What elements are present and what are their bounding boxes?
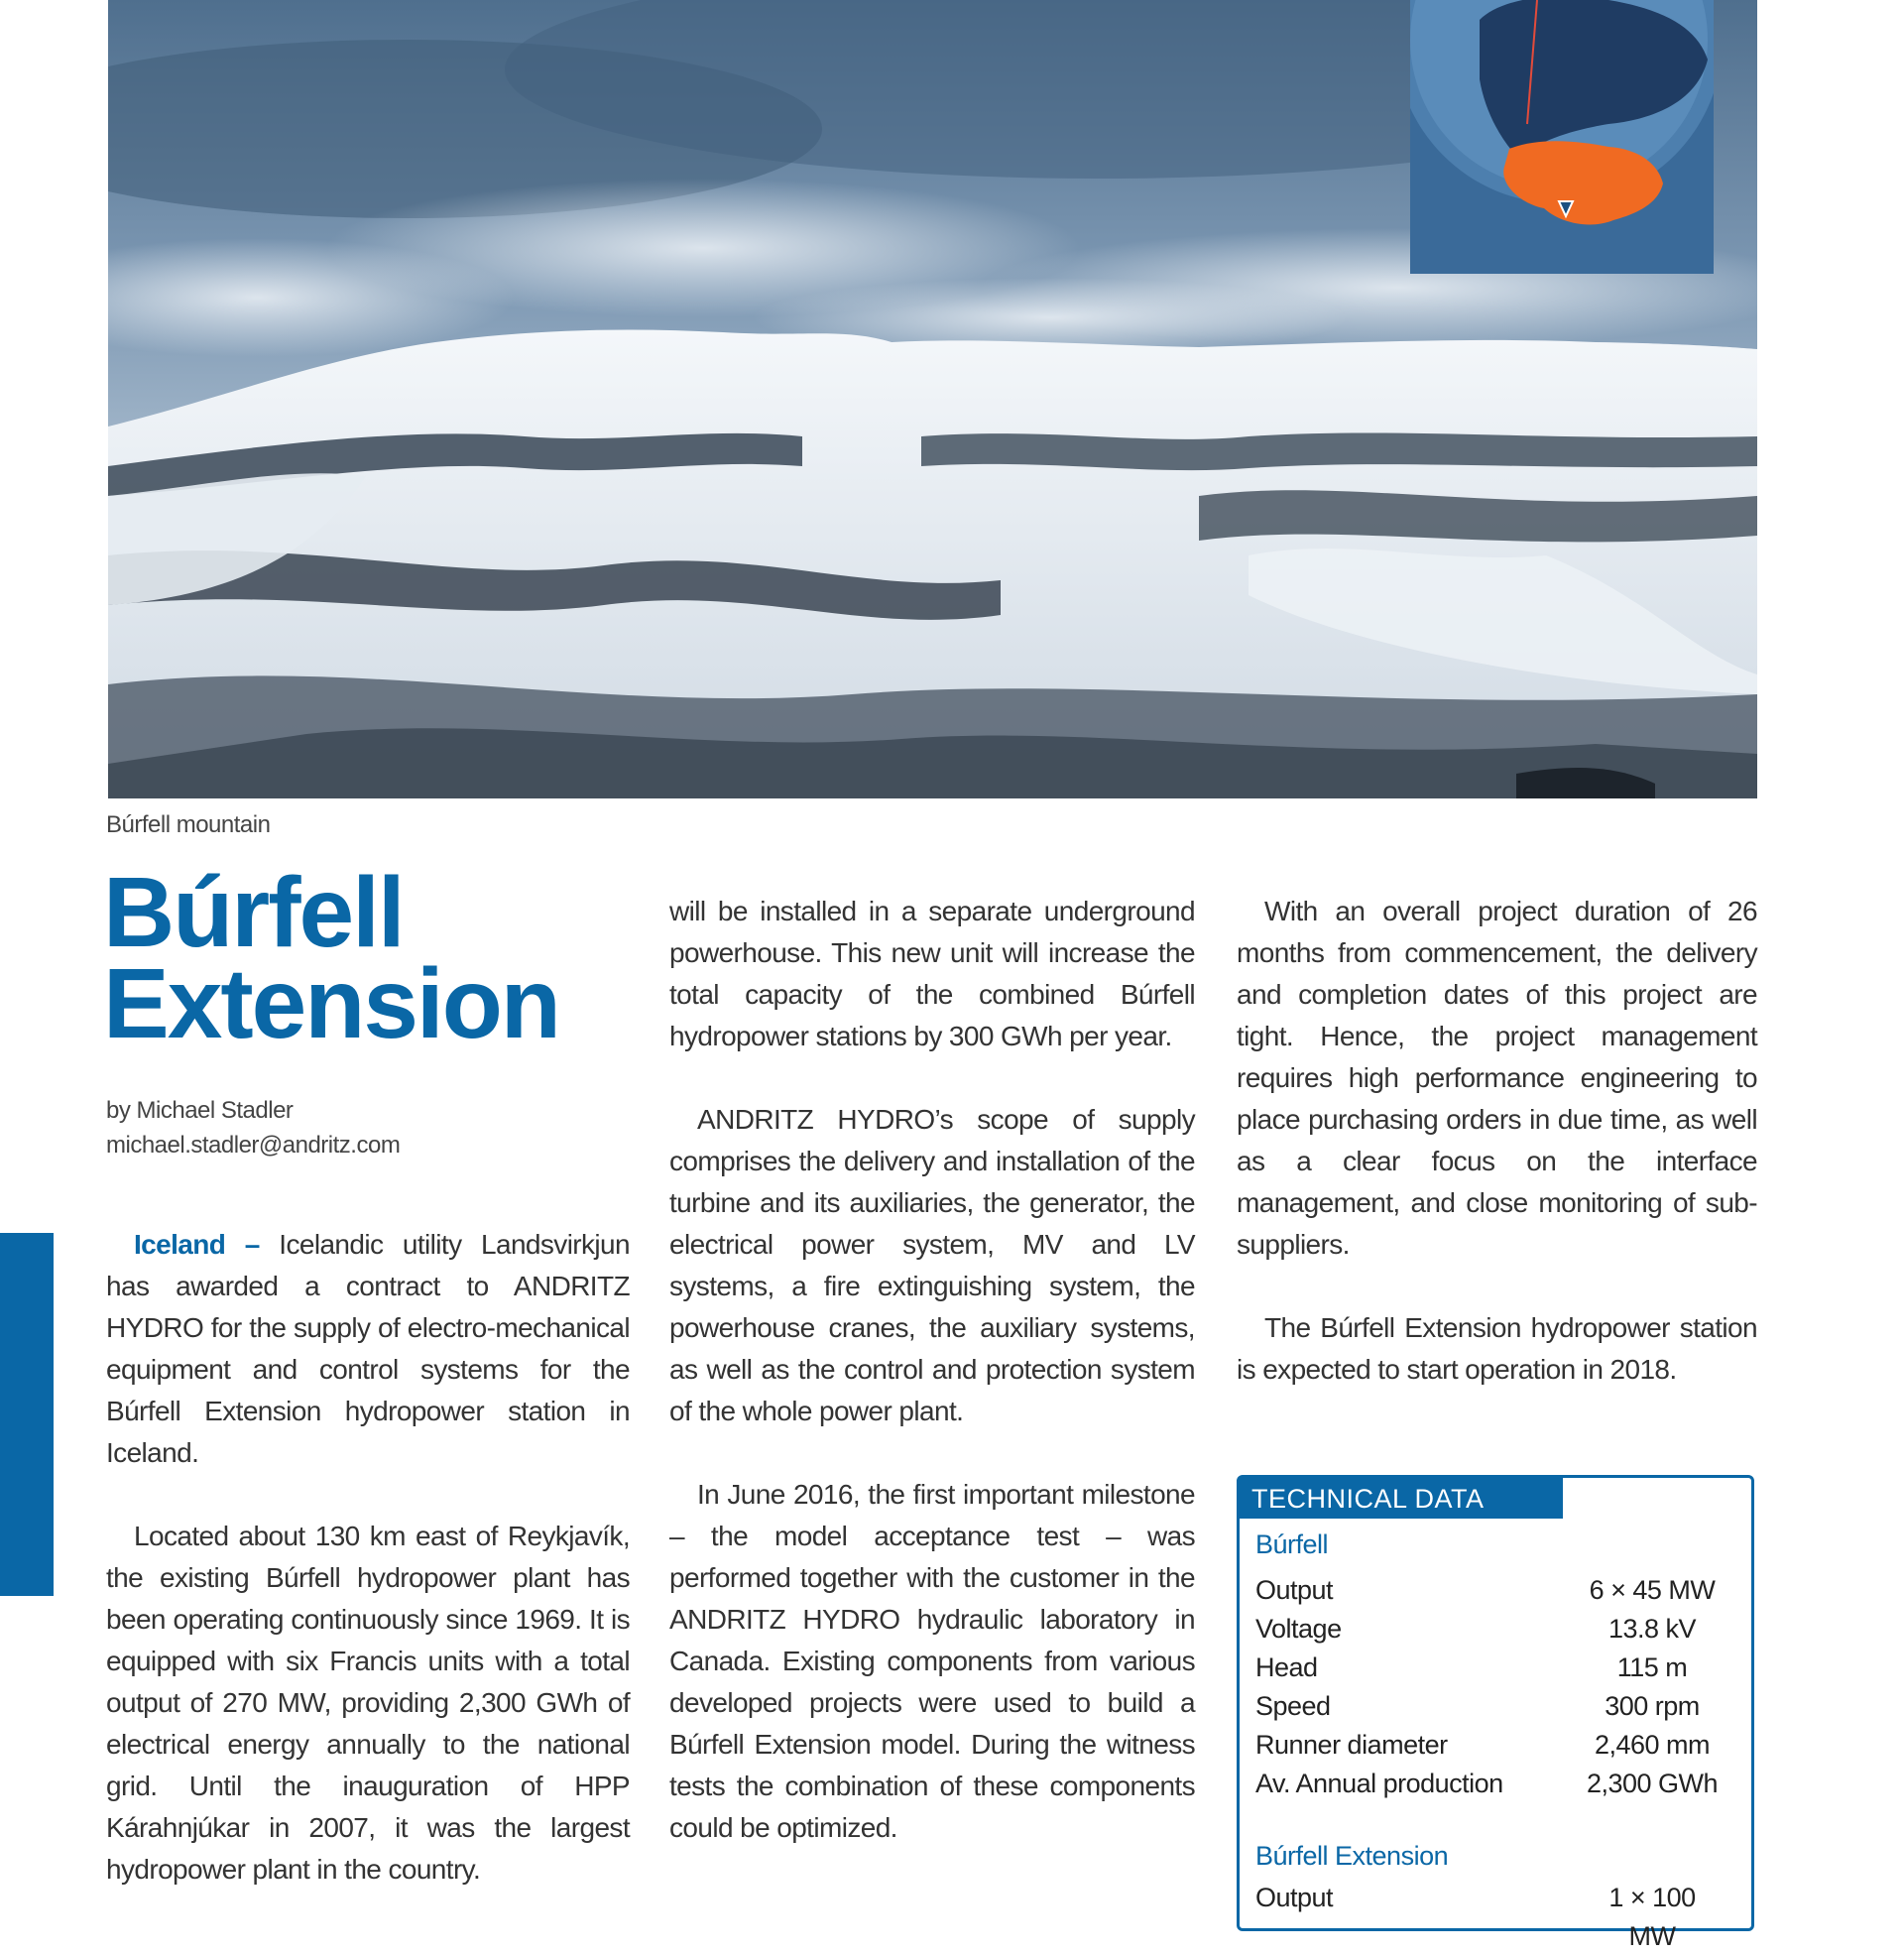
- paragraph: With an overall project duration of 26 months from commencement, the delivery and completion dates of this project are tight. Hence, the project management requires high performance engineering to place purchasing orders in due time, as well as a clear focus on the interface management, and close monitoring of sub-suppliers.: [1237, 896, 1757, 1260]
- column-2: [669, 891, 1195, 1849]
- paragraph: In June 2016, the first important milestone – the model acceptance test – was performed together with the customer in the ANDRITZ HYDRO hydraulic laboratory in Canada. Existing components from various developed projects were used to build a Búrfell Extension model. During the witness tests the combination of these components could be optimized.: [669, 1479, 1195, 1843]
- article-title: [103, 857, 559, 1059]
- column-3: [1237, 891, 1757, 1391]
- dateline: Iceland –: [134, 1229, 260, 1260]
- location-map-inset: [1410, 0, 1714, 274]
- photo-caption: Búrfell mountain: [106, 811, 271, 838]
- data-row-speed: Speed 300 rpm: [1255, 1691, 1700, 1721]
- technical-data-header: TECHNICAL DATA: [1240, 1478, 1563, 1519]
- side-accent-bar: [0, 1233, 54, 1596]
- paragraph: The Búrfell Extension hydropower station is expected to start operation in 2018.: [1237, 1312, 1757, 1385]
- author-name: by Michael Stadler: [106, 1097, 294, 1124]
- globe-map: [1410, 0, 1714, 274]
- data-row-output-extension: Output 1 × 100 MW: [1255, 1883, 1696, 1951]
- column-1: [106, 1224, 630, 1891]
- data-row-runner-diameter: Runner diameter 2,460 mm: [1255, 1730, 1711, 1760]
- title-line-2: Extension: [103, 948, 559, 1059]
- data-row-output: Output 6 × 45 MW: [1255, 1575, 1716, 1605]
- paragraph: Iceland – Icelandic utility Landsvirkjun has awarded a contract to ANDRITZ HYDRO for the supply of electro-mechanical equipment and control systems for the Búrfell Extension hydropower station in Iceland.: [106, 1229, 630, 1468]
- title-line-1: Búrfell: [103, 857, 404, 968]
- technical-data-box: [1237, 1475, 1754, 1951]
- section-title-burfell: Búrfell: [1255, 1529, 1329, 1559]
- data-row-voltage: Voltage 13.8 kV: [1255, 1614, 1697, 1644]
- section-title-burfell-extension: Búrfell Extension: [1255, 1841, 1449, 1871]
- author-block: [106, 1093, 400, 1162]
- data-row-head: Head 115 m: [1255, 1652, 1688, 1682]
- paragraph: Located about 130 km east of Reykjavík, the existing Búrfell hydropower plant has been operating continuously since 1969. It is equipped with six Francis units with a total output of 270 MW, providing 2,300 GWh of electrical energy annually to the national grid. Until the inauguration of HPP Kárahnjúkar in 2007, it was the largest hydropower plant in the country.: [106, 1521, 630, 1885]
- paragraph: will be installed in a separate underground powerhouse. This new unit will increase the total capacity of the combined Búrfell hydropower stations by 300 GWh per year.: [669, 896, 1195, 1051]
- paragraph: ANDRITZ HYDRO’s scope of supply comprises the delivery and installation of the turbine and its auxiliaries, the generator, the electrical power system, MV and LV systems, a fire extinguishing system, the powerhouse cranes, the auxiliary systems, as well as the control and protection system of the whole power plant.: [669, 1104, 1195, 1426]
- technical-data-rows-extension: [1255, 1879, 1731, 1951]
- author-email[interactable]: michael.stadler@andritz.com: [106, 1132, 401, 1159]
- technical-data-rows: [1255, 1571, 1731, 1803]
- data-row-annual-production: Av. Annual production 2,300 GWh: [1255, 1769, 1719, 1798]
